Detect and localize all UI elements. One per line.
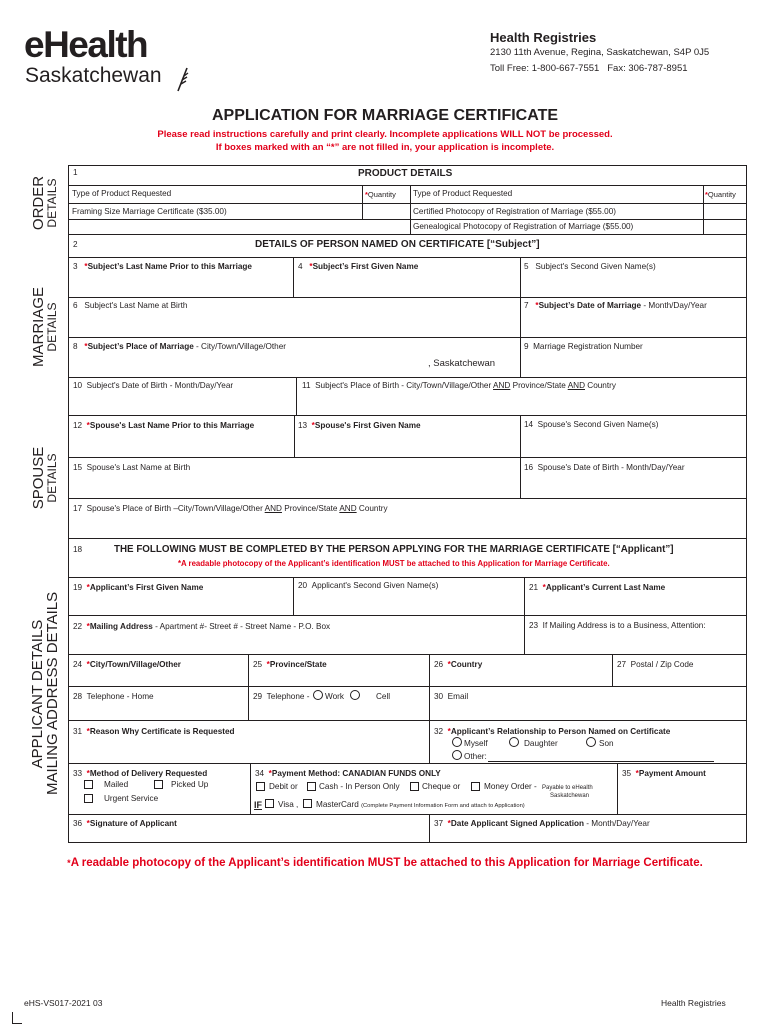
spouse-second-name-field[interactable] <box>522 433 745 456</box>
side-label-spouse: SPOUSE DETAILS <box>30 446 59 510</box>
business-attention-field[interactable] <box>526 634 745 653</box>
agency-name: Health Registries <box>490 30 597 45</box>
relationship-daughter-label: Daughter <box>524 739 558 748</box>
field-4-label: 4 *Subject’s First Given Name <box>298 262 419 271</box>
section-1-number: 1 <box>73 168 78 177</box>
applicant-first-name-field[interactable] <box>70 595 292 614</box>
field-30-label: 30 Email <box>434 692 469 701</box>
payment-cheque-label: Cheque or <box>422 782 461 791</box>
agency-phone: Toll Free: 1-800-667-7551 Fax: 306-787-8951 <box>490 63 688 74</box>
field-3-label: 3 *Subject’s Last Name Prior to this Marriage <box>73 262 252 271</box>
product-item-genealogical: Genealogical Photocopy of Registration of Marriage ($55.00) <box>413 222 634 231</box>
payment-cheque-checkbox[interactable] <box>410 782 419 791</box>
payment-mastercard-checkbox[interactable] <box>303 799 312 808</box>
relationship-myself-label: Myself <box>464 739 488 748</box>
product-qty-certified-field[interactable] <box>704 204 745 218</box>
field-11-label: 11 Subject's Place of Birth - City/Town/Village/Other AND Province/State AND Country <box>302 381 616 390</box>
city-field[interactable] <box>70 671 247 685</box>
subject-heading: DETAILS OF PERSON NAMED ON CERTIFICATE [“Subject”] <box>255 239 540 250</box>
field-28-label: 28 Telephone - Home <box>73 692 154 701</box>
field-36-label: 36 *Signature of Applicant <box>73 819 177 828</box>
applicant-second-name-field[interactable] <box>295 595 523 614</box>
product-details-heading: PRODUCT DETAILS <box>358 168 453 179</box>
field-31-label: 31 *Reason Why Certificate is Requested <box>73 727 235 736</box>
instructions-line-1: Please read instructions carefully and print clearly. Incomplete applications WILL NOT be processed. <box>157 129 613 140</box>
delivery-mailed-label: Mailed <box>104 780 129 789</box>
field-29-label: 29 Telephone - <box>253 692 310 701</box>
email-field[interactable] <box>431 703 745 719</box>
payable-line-2: Saskatchewan <box>550 793 590 799</box>
field-19-label: 19 *Applicant’s First Given Name <box>73 583 204 592</box>
payment-money-order-label: Money Order - <box>484 782 537 791</box>
marriage-registration-number-field[interactable] <box>522 354 745 376</box>
field-9-label: 9 Marriage Registration Number <box>524 342 643 351</box>
product-qty-genealogical-field[interactable] <box>704 220 745 233</box>
field-20-label: 20 Applicant's Second Given Name(s) <box>298 581 439 590</box>
product-item-certified: Certified Photocopy of Registration of Marriage ($55.00) <box>413 207 616 216</box>
side-label-applicant: APPLICANT DETAILS MAILING ADDRESS DETAILS <box>29 591 61 795</box>
payment-money-order-checkbox[interactable] <box>471 782 480 791</box>
payment-debit-checkbox[interactable] <box>256 782 265 791</box>
applicant-heading: THE FOLLOWING MUST BE COMPLETED BY THE PERSON APPLYING FOR THE MARRIAGE CERTIFICATE [“Applicant”] <box>114 544 674 555</box>
payment-if-label: IF <box>254 800 262 810</box>
province-field[interactable] <box>250 671 428 685</box>
field-8-label: 8 *Subject’s Place of Marriage - City/Town/Village/Other <box>73 342 286 351</box>
payment-debit-label: Debit or <box>269 782 298 791</box>
subject-date-of-marriage-field[interactable] <box>522 313 745 336</box>
country-field[interactable] <box>431 671 611 685</box>
section-18-number: 18 <box>73 545 83 554</box>
field-27-label: 27 Postal / Zip Code <box>617 660 694 669</box>
ehealth-logo <box>24 26 194 96</box>
wheat-icon <box>174 66 192 92</box>
payment-amount-field[interactable] <box>619 781 745 813</box>
product-type-header-left: Type of Product Requested <box>72 189 172 198</box>
product-qty-header-right: *Quantity <box>705 190 736 199</box>
relationship-son-label: Son <box>599 739 614 748</box>
cell-phone-label: Cell <box>376 692 391 701</box>
field-5-label: 5 Subject's Second Given Name(s) <box>524 262 656 271</box>
relationship-son-radio[interactable] <box>586 737 596 747</box>
field-35-label: 35 *Payment Amount <box>622 769 706 778</box>
delivery-mailed-checkbox[interactable] <box>84 780 93 789</box>
relationship-other-label: Other: <box>464 752 487 761</box>
work-phone-label: Work <box>325 692 344 701</box>
side-label-order: ORDER DETAILS <box>30 175 59 231</box>
payment-cash-label: Cash - In Person Only <box>319 782 400 791</box>
cell-phone-radio[interactable] <box>350 690 360 700</box>
instructions-line-2: If boxes marked with an “*” are not filled in, your application is incomplete. <box>215 142 555 153</box>
agency-address: 2130 11th Avenue, Regina, Saskatchewan, S4P 0J5 <box>490 47 710 58</box>
spouse-first-name-field[interactable] <box>296 433 519 456</box>
payment-visa-label: Visa , <box>278 800 299 809</box>
work-phone-radio[interactable] <box>313 690 323 700</box>
spouse-last-name-birth-field[interactable] <box>70 475 519 497</box>
form-title: APPLICATION FOR MARRIAGE CERTIFICATE <box>211 107 559 124</box>
subject-second-name-field[interactable] <box>522 274 745 296</box>
field-21-label: 21 *Applicant’s Current Last Name <box>529 583 666 592</box>
field-13-label: 13 *Spouse's First Given Name <box>298 421 421 430</box>
subject-last-name-birth-field[interactable] <box>70 313 519 336</box>
relationship-other-line[interactable] <box>488 761 714 762</box>
form-code: eHS-VS017-2021 03 <box>24 998 103 1008</box>
product-qty-framing-field[interactable] <box>363 204 409 218</box>
mailing-address-field[interactable] <box>70 634 523 653</box>
payable-line-1: Payable to eHealth <box>542 785 593 791</box>
spouse-date-of-birth-field[interactable] <box>522 475 745 497</box>
payment-cash-checkbox[interactable] <box>307 782 316 791</box>
saskatchewan-suffix: , Saskatchewan <box>428 358 496 369</box>
field-33-label: 33 *Method of Delivery Requested <box>73 769 208 778</box>
field-10-label: 10 Subject's Date of Birth - Month/Day/Year <box>73 381 234 390</box>
telephone-home-field[interactable] <box>70 703 247 719</box>
field-15-label: 15 Spouse's Last Name at Birth <box>73 463 191 472</box>
product-type-header-right: Type of Product Requested <box>413 189 513 198</box>
field-37-label: 37 *Date Applicant Signed Application - Month/Day/Year <box>434 819 650 828</box>
logo-ehealth-text: eHealth <box>24 24 148 65</box>
field-23-label: 23 If Mailing Address is to a Business, Attention: <box>529 621 706 630</box>
urgent-service-checkbox[interactable] <box>84 794 93 803</box>
payment-mastercard-label: MasterCard (Complete Payment Information Form and attach to Application) <box>316 800 525 809</box>
field-14-label: 14 Spouse's Second Given Name(s) <box>524 420 659 429</box>
field-7-label: 7 *Subject’s Date of Marriage - Month/Day/Year <box>524 301 707 310</box>
section-2-number: 2 <box>73 240 78 249</box>
subject-place-of-birth-field[interactable] <box>298 393 745 414</box>
field-12-label: 12 *Spouse's Last Name Prior to this Marriage <box>73 421 255 430</box>
delivery-picked-up-checkbox[interactable] <box>154 780 163 789</box>
urgent-service-label: Urgent Service <box>104 794 159 803</box>
field-32-label: 32 *Applicant’s Relationship to Person Named on Certificate <box>434 727 671 736</box>
field-34-label: 34 *Payment Method: CANADIAN FUNDS ONLY <box>255 769 441 778</box>
subject-date-of-birth-field[interactable] <box>70 393 295 414</box>
subject-last-name-prior-field[interactable] <box>70 274 292 296</box>
logo-saskatchewan-text: Saskatchewan <box>25 64 162 87</box>
reason-field[interactable] <box>70 739 428 762</box>
product-item-framing: Framing Size Marriage Certificate ($35.00) <box>72 207 227 216</box>
field-17-label: 17 Spouse's Place of Birth –City/Town/Village/Other AND Province/State AND Country <box>73 504 388 513</box>
signature-field[interactable] <box>70 830 428 841</box>
field-6-label: 6 Subject's Last Name at Birth <box>73 301 188 310</box>
product-qty-header-left: *Quantity <box>365 190 396 199</box>
subject-first-name-field[interactable] <box>295 274 519 296</box>
delivery-picked-up-label: Picked Up <box>171 780 209 789</box>
field-22-label: 22 *Mailing Address - Apartment #- Street # - Street Name - P.O. Box <box>73 622 331 631</box>
payment-visa-checkbox[interactable] <box>265 799 274 808</box>
side-label-marriage: MARRIAGE DETAILS <box>30 287 59 368</box>
spouse-place-of-birth-field[interactable] <box>70 516 745 537</box>
footer-health-registries: Health Registries <box>661 998 726 1008</box>
footer-id-note: *A readable photocopy of the Applicant’s identification MUST be attached to this Application for Marriage Certificate. <box>67 857 703 869</box>
relationship-daughter-radio[interactable] <box>509 737 519 747</box>
applicant-id-note: *A readable photocopy of the Applicant’s identification MUST be attached to this Application for Marriage Certificate. <box>178 559 610 568</box>
relationship-myself-radio[interactable] <box>452 737 462 747</box>
field-25-label: 25 *Province/State <box>253 660 327 669</box>
telephone-work-cell-field[interactable] <box>250 703 428 719</box>
field-24-label: 24 *City/Town/Village/Other <box>73 660 181 669</box>
field-26-label: 26 *Country <box>434 660 483 669</box>
postal-code-field[interactable] <box>614 671 745 685</box>
subject-place-of-marriage-field[interactable] <box>70 354 424 376</box>
relationship-other-radio[interactable] <box>452 750 462 760</box>
applicant-last-name-field[interactable] <box>526 595 745 614</box>
spouse-last-name-prior-field[interactable] <box>70 433 293 456</box>
date-signed-field[interactable] <box>431 830 745 841</box>
field-16-label: 16 Spouse's Date of Birth - Month/Day/Year <box>524 463 685 472</box>
